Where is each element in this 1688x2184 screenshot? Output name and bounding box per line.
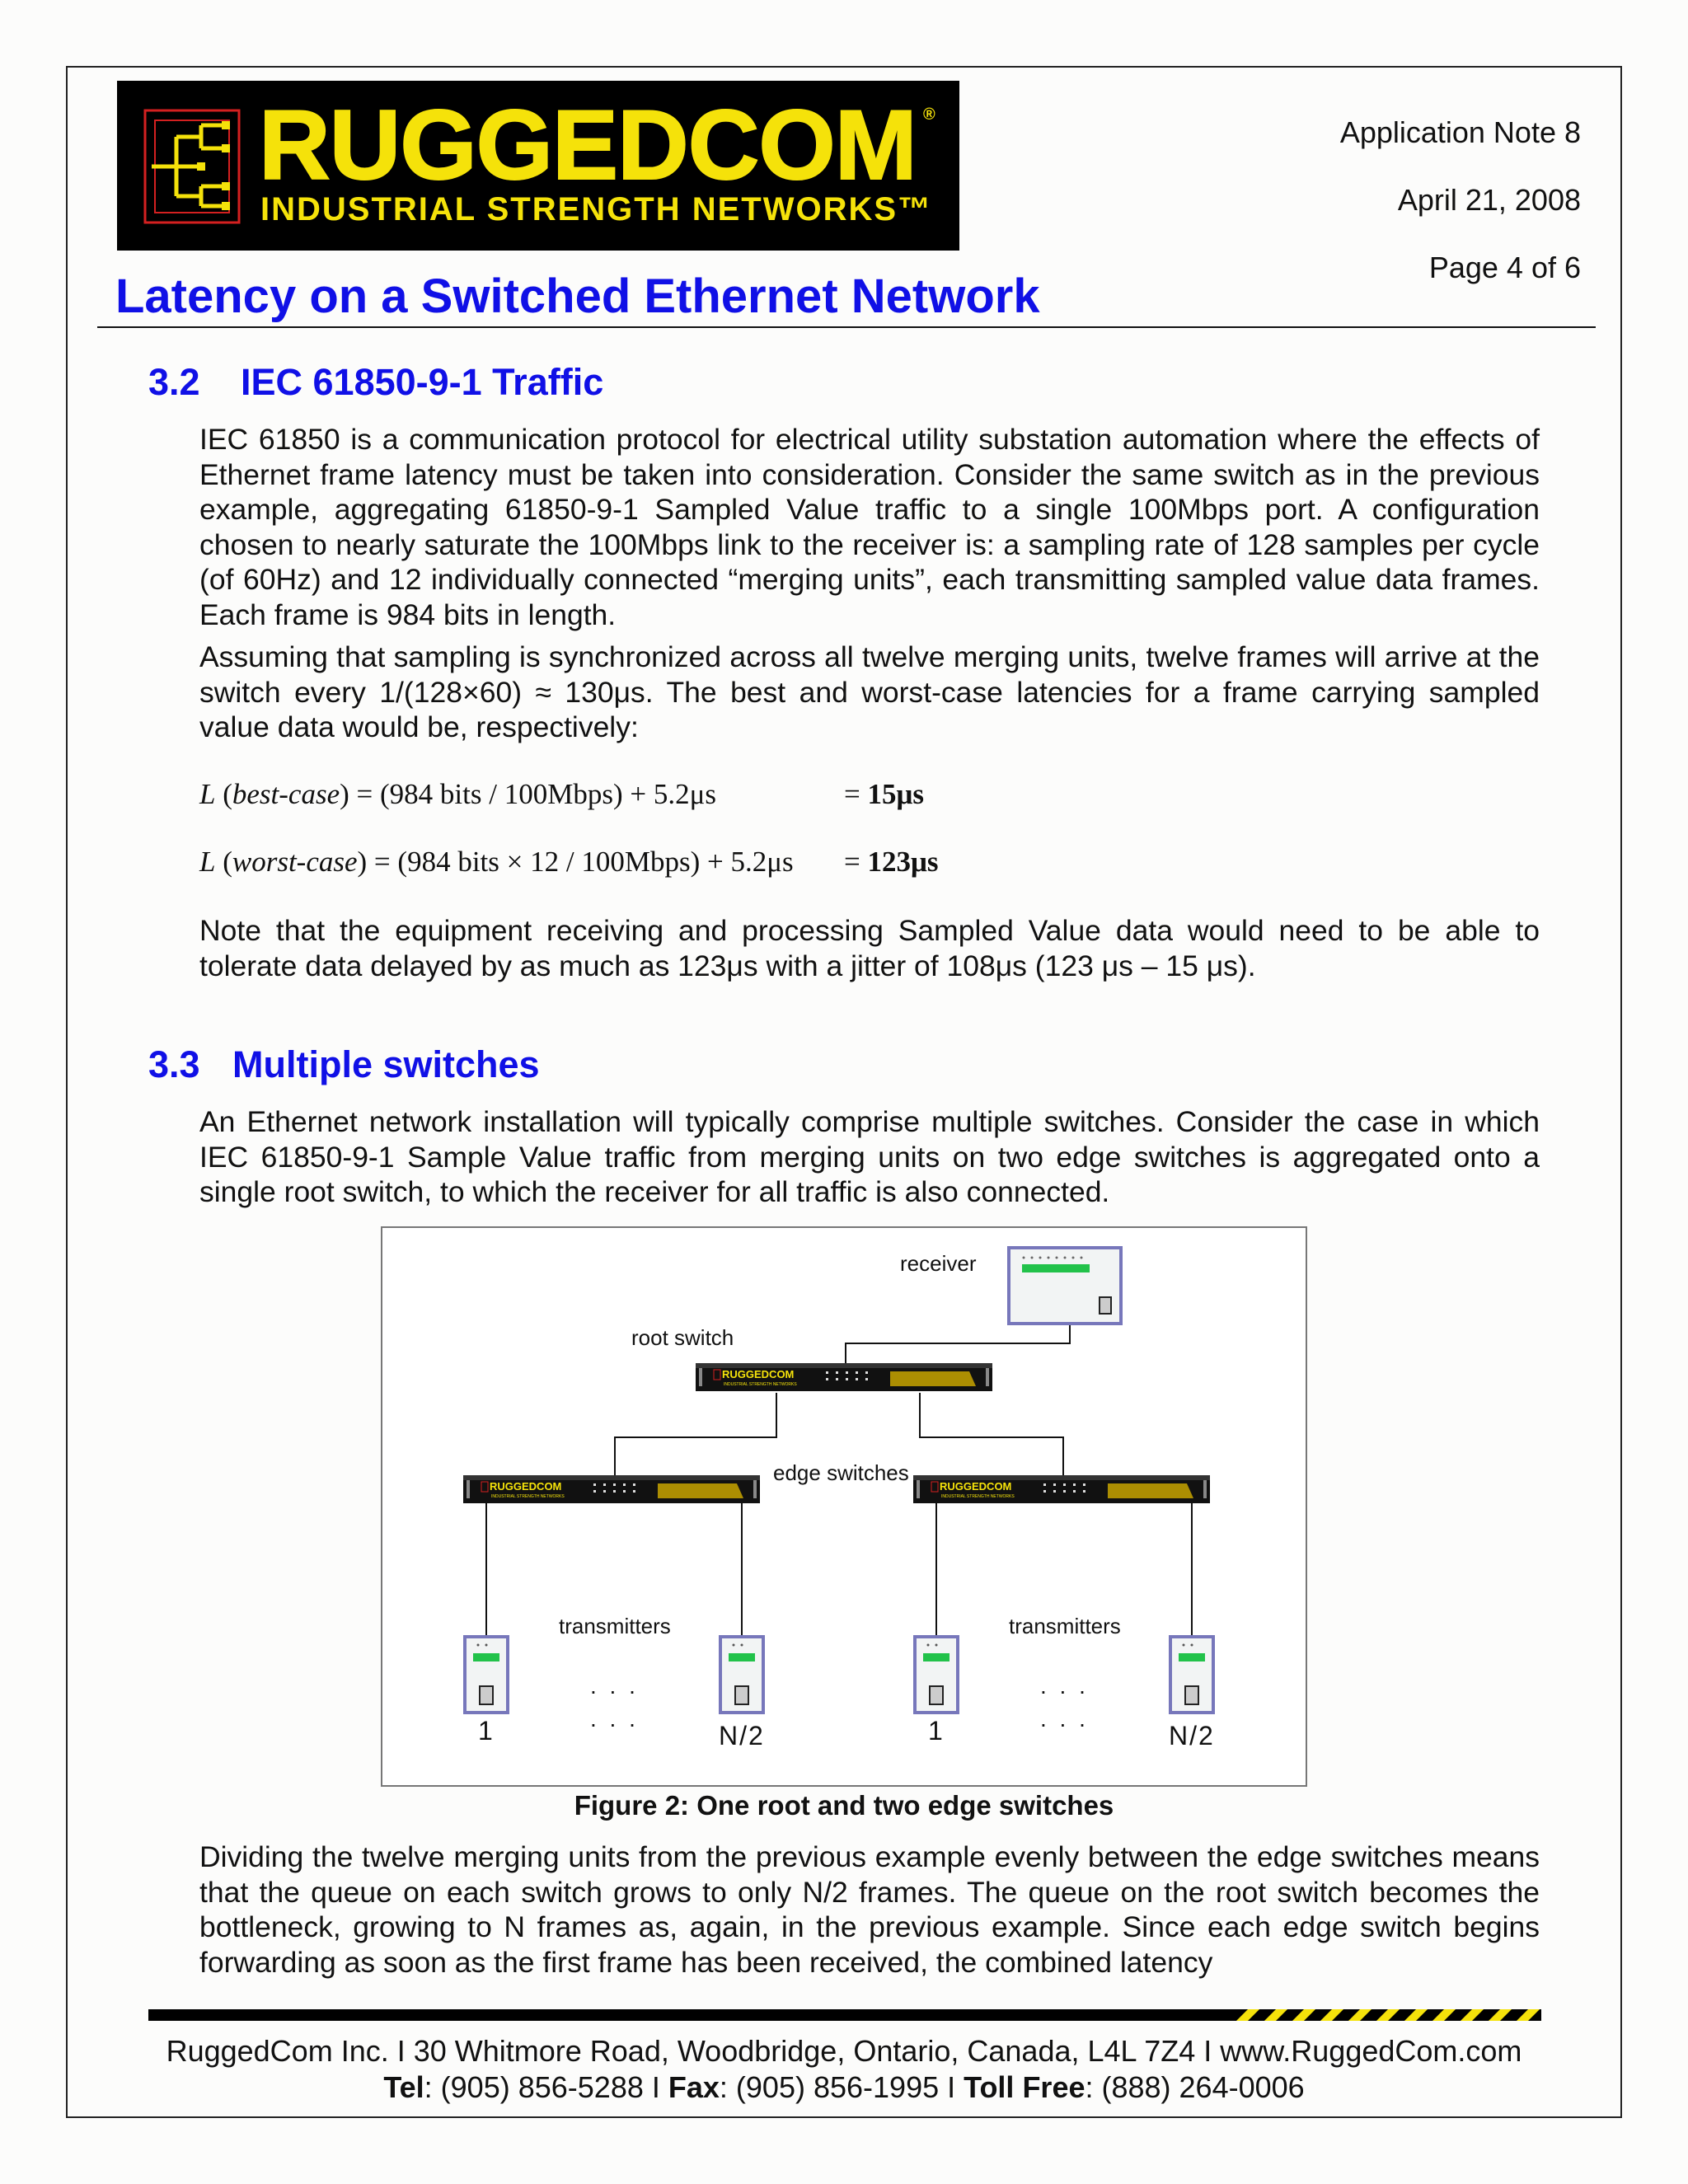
- network-tree-icon: [143, 109, 241, 224]
- receiver-device: [1009, 1248, 1121, 1324]
- switch-brand-text: RUGGEDCOM: [490, 1480, 562, 1493]
- document-date: April 21, 2008: [1397, 183, 1581, 217]
- root-switch-label: root switch: [631, 1325, 734, 1350]
- switch-tagline-text: INDUSTRIAL STRENGTH NETWORKS: [491, 1494, 565, 1499]
- formula-worst-result: [844, 846, 938, 879]
- section-3-3-paragraph-1: An Ethernet network installation will typically comprise multiple switches. Consider the case in which IEC 61850-9-1 Sample Value traffic from merging units on two edge switches is aggregated onto a single root switch, to which the receiver for all traffic is also connected.: [199, 1105, 1540, 1208]
- formula-worst-case: [199, 846, 794, 879]
- ruggedcom-logo: [117, 81, 959, 251]
- transmitter-left-1-label: 1: [478, 1716, 493, 1746]
- edge-switch-right: [913, 1475, 1210, 1503]
- root-switch: [696, 1363, 992, 1391]
- formula-best-case: [199, 778, 716, 811]
- formula-expression: ) = (984 bits × 12 / 100Mbps) + 5.2μs: [357, 846, 794, 878]
- section-3-3-heading: [148, 1043, 540, 1086]
- page-number: Page 4 of 6: [1428, 251, 1581, 284]
- fax-label: Fax: [668, 2070, 720, 2104]
- transmitter-right-1-label: 1: [928, 1716, 943, 1746]
- switch-tagline-text: INDUSTRIAL STRENGTH NETWORKS: [941, 1494, 1015, 1499]
- edge-switch-left: [463, 1475, 760, 1503]
- transmitter-right-n: [1170, 1637, 1213, 1713]
- switch-brand-text: RUGGEDCOM: [722, 1368, 795, 1380]
- transmitters-left-label: transmitters: [559, 1614, 671, 1638]
- document-title: Latency on a Switched Ethernet Network: [115, 269, 1040, 323]
- section-3-2-paragraph-3: Note that the equipment receiving and processing Sampled Value data would need to be able to tolerate data delayed by as much as 123μs with a jitter of 108μs (123 μs – 15 μs).: [199, 914, 1540, 982]
- tel-number: : (905) 856-5288 I: [424, 2070, 668, 2104]
- edge-switches-label: edge switches: [773, 1460, 909, 1485]
- link-receiver-root: [846, 1324, 1070, 1365]
- footer-contact: [0, 2070, 1688, 2105]
- ellipsis-left-bottom: . . .: [590, 1706, 639, 1732]
- formula-best-result: [844, 778, 924, 811]
- section-title: Multiple switches: [232, 1043, 540, 1085]
- formula-result-value: 15μs: [867, 778, 924, 810]
- topology-diagram: [382, 1228, 1306, 1785]
- ellipsis-right-bottom: . . .: [1040, 1706, 1089, 1732]
- formula-case: worst-case: [232, 846, 358, 878]
- tel-label: Tel: [383, 2070, 424, 2104]
- network-topology-figure: [381, 1226, 1307, 1787]
- link-root-edge-right: [920, 1393, 1063, 1475]
- formula-case: best-case: [232, 778, 340, 810]
- section-3-3-paragraph-2: Dividing the twelve merging units from the previous example evenly between the edge switches means that the queue on each switch grows to only N/2 frames. The queue on the root switch becomes the bottleneck, growing to N frames as, again, in the previous example. Since each edge switch begins forwarding as soon as the first frame has been received, the combined latency: [199, 1840, 1540, 1979]
- title-divider: [97, 326, 1596, 328]
- formula-variable: L: [199, 846, 216, 878]
- transmitter-left-1: [465, 1637, 508, 1713]
- footer-hazard-bar: [148, 2008, 1541, 2022]
- switch-tagline-text: INDUSTRIAL STRENGTH NETWORKS: [724, 1382, 797, 1387]
- formula-variable: L: [199, 778, 216, 810]
- transmitters-right-label: transmitters: [1009, 1614, 1121, 1638]
- section-3-2-paragraph-1: IEC 61850 is a communication protocol for electrical utility substation automation where the effects of Ethernet frame latency must be taken into consideration. Consider the same switch as in the previous example, aggregating 61850-9-1 Sampled Value traffic to a single 100Mbps port. A configuration chosen to nearly saturate the 100Mbps link to the receiver is: a sampling rate of 128 samples per cycle (of 60Hz) and 12 individually connected “merging units”, each transmitting sampled value data frames. Each frame is 984 bits in length.: [199, 423, 1540, 631]
- section-number: 3.2: [148, 361, 200, 403]
- formula-paren: (: [223, 778, 232, 810]
- transmitter-right-n-label: N/2: [1169, 1721, 1215, 1750]
- logo-wordmark: RUGGEDCOM: [259, 90, 917, 200]
- section-3-2-heading: [148, 361, 603, 404]
- application-note-number: Application Note 8: [1339, 115, 1581, 149]
- formula-expression: ) = (984 bits / 100Mbps) + 5.2μs: [340, 778, 716, 810]
- ellipsis-left-top: . . .: [590, 1673, 639, 1699]
- link-root-edge-left: [615, 1393, 776, 1475]
- logo-registered-mark: ®: [923, 105, 935, 124]
- transmitter-right-1: [915, 1637, 958, 1713]
- formula-equals: =: [844, 778, 868, 810]
- transmitter-left-n-label: N/2: [719, 1721, 765, 1750]
- formula-paren: (: [223, 846, 232, 878]
- tollfree-number: : (888) 264-0006: [1085, 2070, 1305, 2104]
- formula-result-value: 123μs: [867, 846, 939, 878]
- formula-equals: =: [844, 846, 868, 878]
- section-3-2-paragraph-2: Assuming that sampling is synchronized across all twelve merging units, twelve frames will arrive at the switch every 1/(128×60) ≈ 130μs. The best and worst-case latencies for a frame carrying sampled value data would be, respectively:: [199, 640, 1540, 743]
- fax-number: : (905) 856-1995 I: [719, 2070, 964, 2104]
- tollfree-label: Toll Free: [964, 2070, 1085, 2104]
- figure-caption: Figure 2: One root and two edge switches: [574, 1790, 1114, 1821]
- footer-address: RuggedCom Inc. I 30 Whitmore Road, Woodbridge, Ontario, Canada, L4L 7Z4 I www.RuggedCom.com: [166, 2034, 1522, 2068]
- receiver-label: receiver: [900, 1251, 977, 1276]
- ellipsis-right-top: . . .: [1040, 1673, 1089, 1699]
- transmitter-left-n: [720, 1637, 763, 1713]
- section-title: IEC 61850-9-1 Traffic: [241, 361, 604, 403]
- logo-tagline: INDUSTRIAL STRENGTH NETWORKS™: [260, 191, 933, 227]
- section-number: 3.3: [148, 1043, 200, 1085]
- switch-brand-text: RUGGEDCOM: [940, 1480, 1012, 1493]
